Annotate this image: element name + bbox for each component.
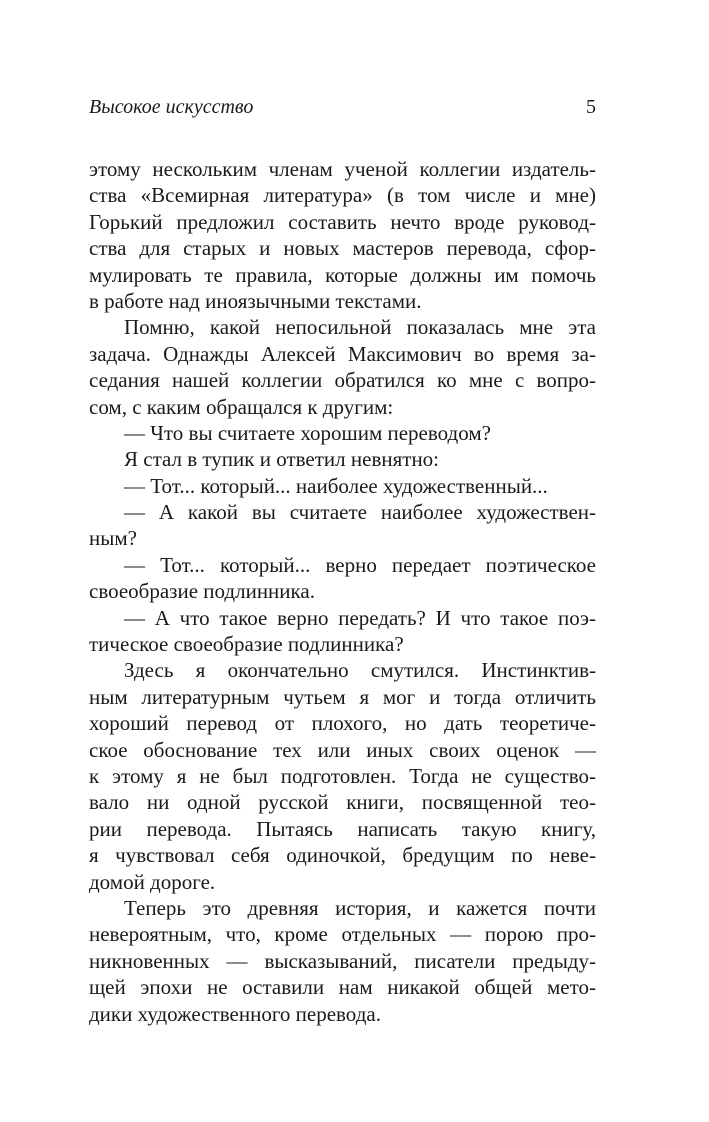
text-line: в работе над иноязычными текстами. xyxy=(89,288,422,313)
text-line: — Тот... который... верно передает поэтическое xyxy=(124,552,596,577)
text-line: щей эпохи не оставили нам никакой общей мето- xyxy=(89,975,596,1000)
text-line: ское обоснование тех или иных своих оценок — xyxy=(89,737,596,762)
paragraph xyxy=(89,473,596,499)
running-title: Высокое искусство xyxy=(89,96,254,118)
text-line: Горький предложил составить нечто вроде руковод- xyxy=(89,209,596,234)
text-line: рии перевода. Пытаясь написать такую книгу, xyxy=(89,816,596,841)
paragraph xyxy=(89,552,596,605)
body-text xyxy=(89,156,596,1027)
text-line: ным? xyxy=(89,526,137,551)
text-line: седания нашей коллегии обратился ко мне с вопро- xyxy=(89,368,596,393)
paragraph xyxy=(89,314,596,420)
text-line: никновенных — высказываний, писатели предыду- xyxy=(89,948,596,973)
text-line: — А какой вы считаете наиболее художествен- xyxy=(124,500,596,525)
text-line: ства «Всемирная литература» (в том числе и мне) xyxy=(89,183,596,208)
paragraph xyxy=(89,657,596,895)
paragraph xyxy=(89,499,596,552)
text-line: Здесь я окончательно смутился. Инстинктив- xyxy=(124,658,596,683)
text-line: тическое своеобразие подлинника? xyxy=(89,632,404,657)
page-number: 5 xyxy=(586,96,596,118)
text-line: своеобразие подлинника. xyxy=(89,579,315,604)
text-line: этому нескольким членам ученой коллегии издатель- xyxy=(89,157,596,181)
text-line: мулировать те правила, которые должны им помочь xyxy=(89,262,596,287)
text-line: Помню, какой непосильной показалась мне эта xyxy=(124,315,596,340)
paragraph xyxy=(89,605,596,658)
text-line: вало ни одной русской книги, посвященной тео- xyxy=(89,790,596,815)
text-line: ным литературным чутьем я мог и тогда отличить xyxy=(89,684,596,709)
text-line: ства для старых и новых мастеров перевода, сфор- xyxy=(89,236,596,261)
text-line: — Что вы считаете хорошим переводом? xyxy=(124,420,491,445)
paragraph xyxy=(89,420,596,446)
text-line: — Тот... который... наиболее художественный... xyxy=(124,473,548,498)
text-line: сом, с каким обращался к другим: xyxy=(89,394,394,419)
paragraph xyxy=(89,156,596,314)
text-line: к этому я не был подготовлен. Тогда не существо- xyxy=(89,763,596,788)
text-line: Теперь это древняя история, и кажется почти xyxy=(124,895,596,920)
text-line: дики художественного перевода. xyxy=(89,1001,381,1026)
text-line: задача. Однажды Алексей Максимович во время за- xyxy=(89,341,596,366)
running-head xyxy=(89,94,596,120)
text-line: я чувствовал себя одиночкой, бредущим по неве- xyxy=(89,843,596,868)
paragraph xyxy=(89,446,596,472)
text-line: невероятным, что, кроме отдельных — порою про- xyxy=(89,922,596,947)
text-line: домой дороге. xyxy=(89,869,216,894)
text-line: Я стал в тупик и ответил невнятно: xyxy=(124,447,440,472)
text-line: хороший перевод от плохого, но дать теоретиче- xyxy=(89,711,596,736)
text-line: — А что такое верно передать? И что такое поэ- xyxy=(124,605,596,630)
paragraph xyxy=(89,895,596,1027)
